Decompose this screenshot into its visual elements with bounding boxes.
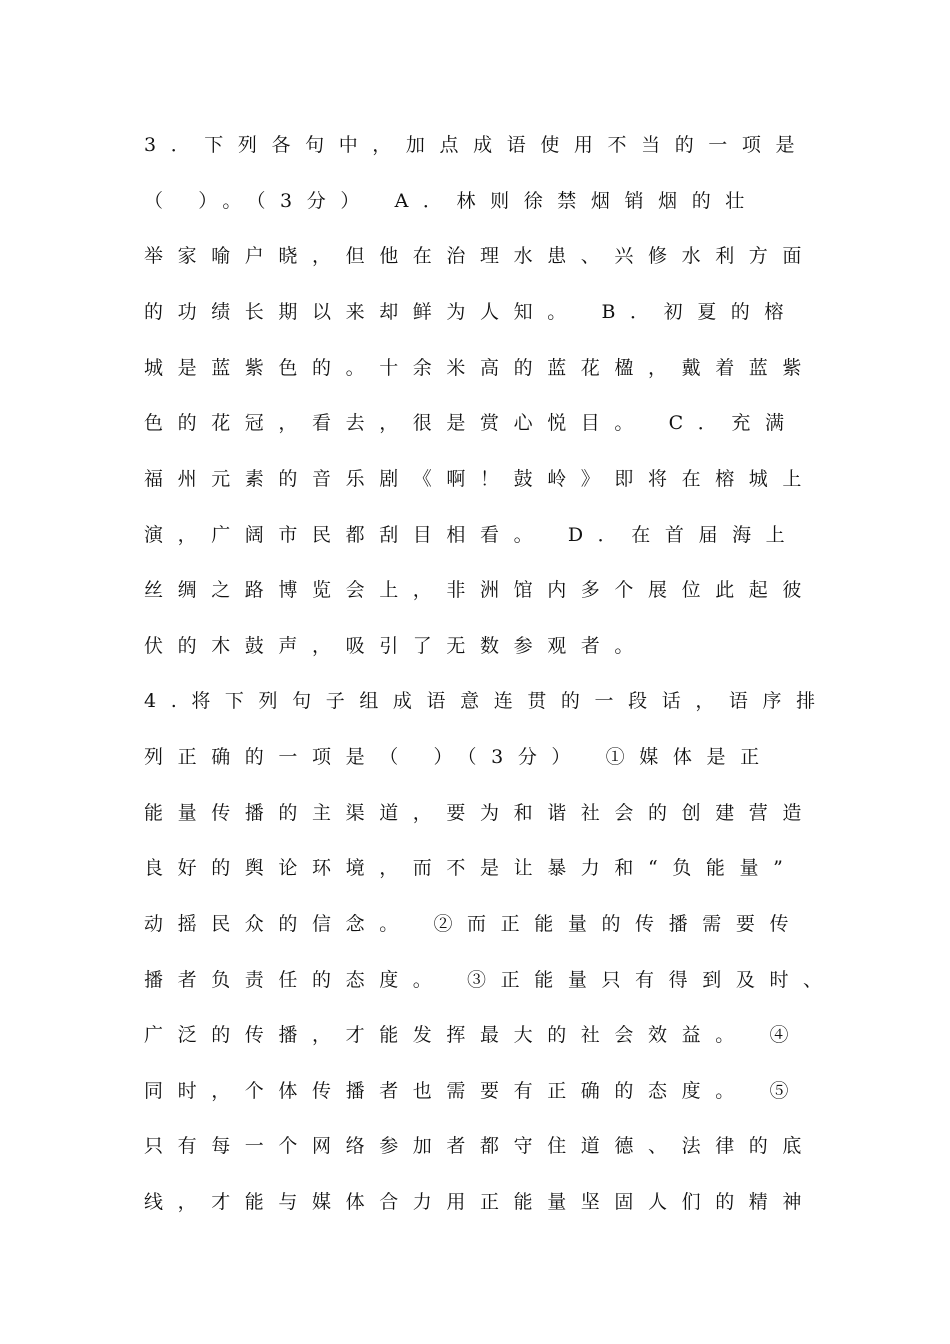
text-line: 列正确的一项是（ ）（3分） ①媒体是正 <box>144 746 774 768</box>
text-line: 只有每一个网络参加者都守住道德、法律的底 <box>144 1135 817 1157</box>
text-line: 能量传播的主渠道，要为和谐社会的创建营造 <box>144 802 817 824</box>
text-line: 伏的木鼓声，吸引了无数参观者。 <box>144 635 649 657</box>
text-line: 举家喻户晓，但他在治理水患、兴修水利方面 <box>144 245 817 267</box>
text-line: 动摇民众的信念。 ②而正能量的传播需要传 <box>144 913 804 935</box>
text-line: 3．下列各句中，加点成语使用不当的一项是 <box>144 134 810 156</box>
text-line: 播者负责任的态度。 ③正能量只有得到及时、 <box>144 969 837 991</box>
text-line: 广泛的传播，才能发挥最大的社会效益。 ④ <box>144 1024 804 1046</box>
text-line: 城是蓝紫色的。十余米高的蓝花楹，戴着蓝紫 <box>144 357 817 379</box>
text-line: 线，才能与媒体合力用正能量坚固人们的精神 <box>144 1191 817 1213</box>
text-line: 演，广阔市民都刮目相看。 D．在首届海上 <box>144 524 800 546</box>
text-line: 色的花冠，看去，很是赏心悦目。 C．充满 <box>144 412 799 434</box>
text-line: 福州元素的音乐剧《啊！鼓岭》即将在榕城上 <box>144 468 817 490</box>
text-line: 同时，个体传播者也需要有正确的态度。 ⑤ <box>144 1080 804 1102</box>
text-line: 丝绸之路博览会上，非洲馆内多个展位此起彼 <box>144 579 817 601</box>
text-line: 4.将下列句子组成语意连贯的一段话，语序排 <box>144 690 830 712</box>
text-line: 良好的舆论环境，而不是让暴力和“负能量” <box>144 857 798 879</box>
text-line: （ ）。（3分） A．林则徐禁烟销烟的壮 <box>144 190 759 212</box>
text-line: 的功绩长期以来却鲜为人知。 B．初夏的榕 <box>144 301 799 323</box>
